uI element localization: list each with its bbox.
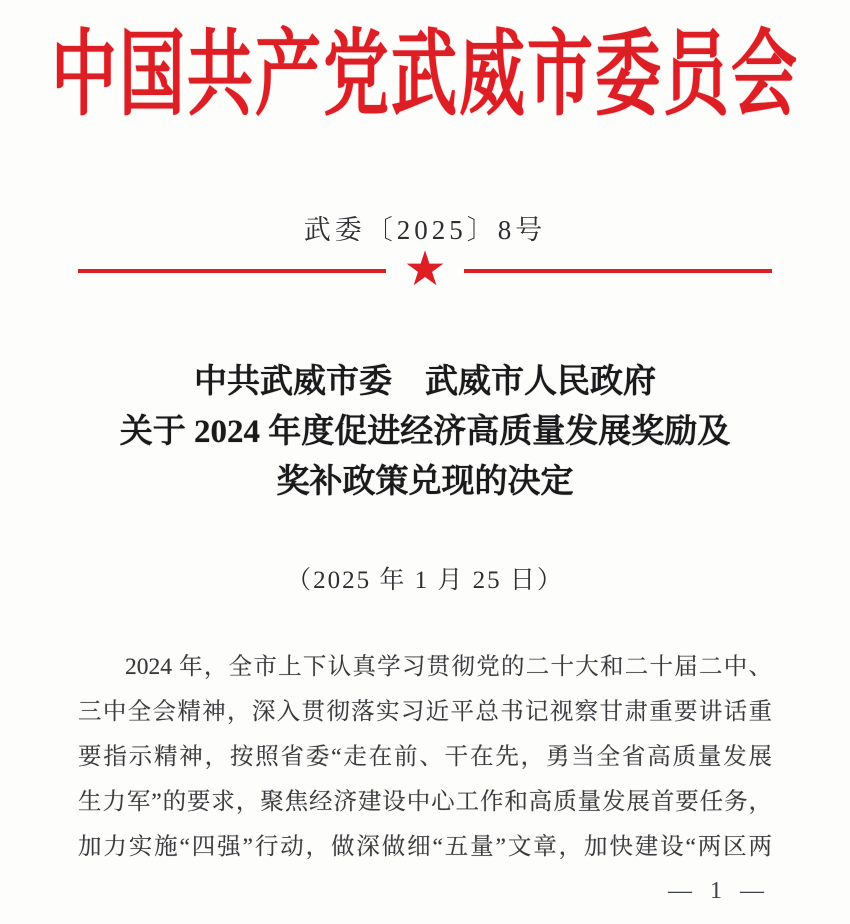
red-divider bbox=[78, 241, 772, 297]
document-title-line-1: 中共武威市委 武威市人民政府 bbox=[194, 364, 656, 400]
letterhead-title: 中国共产党武威市委员会 bbox=[51, 24, 799, 128]
body-line: 三中全会精神，深入贯彻落实习近平总书记视察甘肃重要讲话重 bbox=[78, 699, 772, 725]
body-paragraph bbox=[78, 645, 772, 870]
star-icon: ★ bbox=[403, 241, 447, 297]
document-title bbox=[55, 357, 795, 507]
body-line: 2024 年，全市上下认真学习贯彻党的二十大和二十届二中、 bbox=[125, 654, 772, 680]
document-title-line-2: 关于 2024 年度促进经济高质量发展奖励及 bbox=[119, 414, 731, 450]
body-line: 生力军”的要求，聚焦经济建设中心工作和高质量发展首要任务， bbox=[78, 789, 772, 815]
document-number: 武委〔2025〕8号 bbox=[303, 215, 547, 245]
divider-line-right bbox=[464, 269, 772, 273]
body-line: 加力实施“四强”行动，做深做细“五量”文章，加快建设“两区两 bbox=[78, 834, 772, 860]
document-title-line-3: 奖补政策兑现的决定 bbox=[276, 464, 574, 500]
document-date: （2025 年 1 月 25 日） bbox=[286, 567, 564, 594]
page-number: — 1 — bbox=[668, 878, 770, 904]
body-line: 要指示精神，按照省委“走在前、干在先，勇当全省高质量发展 bbox=[78, 744, 772, 770]
divider-line-left bbox=[78, 269, 386, 273]
